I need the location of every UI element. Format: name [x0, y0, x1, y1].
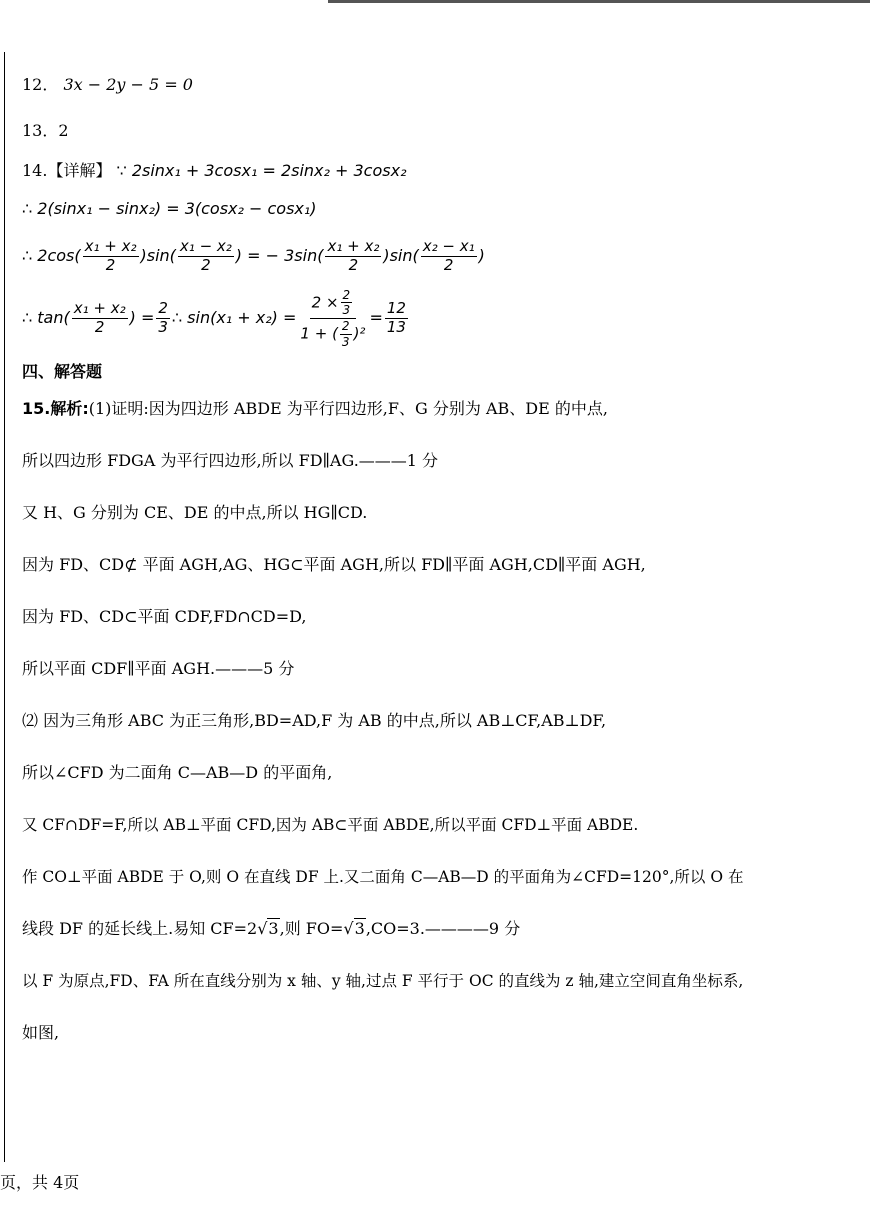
solution-line-1-text: (1)证明:因为四边形 ABDE 为平行四边形,F、G 分别为 AB、DE 的中点,: [88, 399, 608, 418]
answer-12-number: 12．: [22, 75, 59, 94]
eq3-part-e: ): [478, 246, 485, 265]
frac-num: x₂ − x₁: [422, 237, 475, 256]
solution-line-10: 作 CO⊥平面 ABDE 于 O,则 O 在直线 DF 上.又二面角 C—AB—D 的平面角为∠CFD=120°,所以 O 在: [22, 868, 744, 886]
frac-x1-minus-x2: [178, 239, 234, 274]
left-margin-rule: [4, 52, 5, 1162]
frac-num: x₁ + x₂: [73, 299, 126, 318]
eq4-part-d: =: [369, 308, 383, 327]
frac-num: 12: [386, 299, 406, 318]
frac-den: 13: [386, 318, 406, 336]
solution-line-2: 所以四边形 FDGA 为平行四边形,所以 FD∥AG.———1 分: [22, 451, 439, 470]
sqrt-3-a: √3: [257, 919, 279, 938]
eq3-part-d: )sin(: [383, 246, 419, 265]
eq4-part-c: ∴ sin(x₁ + x₂) =: [171, 308, 297, 327]
frac-den: 2: [348, 256, 359, 274]
sqrt-3-b: √3: [343, 919, 365, 938]
frac-x2-minus-x1: [421, 239, 477, 274]
eq3-part-a: ∴ 2cos(: [22, 246, 81, 265]
frac-big: [298, 289, 367, 348]
frac-num: x₁ + x₂: [327, 237, 380, 256]
sqrt-radicand: 3: [268, 919, 279, 938]
answer-14-line3: [22, 236, 485, 276]
frac-big-num: [310, 289, 357, 319]
solution-line-9: 又 CF∩DF=F,所以 AB⊥平面 CFD,因为 AB⊂平面 ABDE,所以平面 CFD⊥平面 ABDE.: [22, 816, 639, 834]
frac-close-square: )²: [353, 324, 366, 343]
frac-num: 2: [341, 319, 350, 333]
solution-line-11-a: 线段 DF 的延长线上.易知 CF=2: [22, 919, 258, 938]
frac-den: 3: [341, 334, 350, 349]
solution-line-7: ⑵ 因为三角形 ABC 为正三角形,BD=AD,F 为 AB 的中点,所以 AB⊥CF,AB⊥DF,: [22, 711, 607, 730]
solution-line-5: 因为 FD、CD⊂平面 CDF,FD∩CD=D,: [22, 607, 307, 626]
frac-big-den: [298, 319, 367, 348]
frac-den: 2: [105, 256, 116, 274]
frac-inner-num: [341, 289, 353, 317]
answer-14-eq1: ∵ 2sinx₁ + 3cosx₁ = 2sinx₂ + 3cosx₂: [116, 161, 407, 180]
solution-line-11: [22, 918, 520, 940]
solution-line-12: 以 F 为原点,FD、FA 所在直线分别为 x 轴、y 轴,过点 F 平行于 OC 的直线为 z 轴,建立空间直角坐标系,: [22, 972, 744, 990]
solution-line-4: 因为 FD、CD⊄ 平面 AGH,AG、HG⊂平面 AGH,所以 FD∥平面 AGH,CD∥平面 AGH,: [22, 555, 646, 574]
frac-inner-den: [340, 320, 352, 348]
frac-big-num-text: 2 ×: [311, 293, 339, 312]
frac-den: 2: [94, 318, 105, 336]
page-footer: 页，共 4页: [0, 1173, 80, 1192]
solution-line-6: 所以平面 CDF∥平面 AGH.———5 分: [22, 659, 295, 678]
eq3-part-c: ) = − 3sin(: [235, 246, 324, 265]
answer-13: 13．2: [22, 121, 69, 140]
frac-big-den-text: 1 + (: [300, 324, 338, 343]
answer-12-equation: 3x − 2y − 5 = 0: [63, 75, 193, 94]
answer-14-eq2: ∴ 2(sinx₁ − sinx₂) = 3(cosx₂ − cosx₁): [22, 199, 317, 218]
answer-12: [22, 74, 193, 96]
section-title: 四、解答题: [22, 362, 103, 381]
frac-num: 2: [342, 287, 351, 302]
solution-line-11-b: ,则 FO=: [279, 919, 344, 938]
answer-14-line2: [22, 198, 317, 220]
eq3-part-b: )sin(: [140, 246, 176, 265]
answer-14-line1: [22, 160, 406, 182]
answer-15-label: 15.解析:: [22, 399, 89, 418]
solution-line-1: [22, 398, 608, 420]
solution-line-8: 所以∠CFD 为二面角 C—AB—D 的平面角,: [22, 763, 333, 782]
answer-14-line4: [22, 286, 410, 350]
frac-x1-plus-x2: [83, 239, 139, 274]
eq4-part-b: ) =: [129, 308, 155, 327]
frac-tan-arg: [72, 301, 128, 336]
solution-line-13: 如图,: [22, 1023, 60, 1042]
frac-two-thirds: [156, 301, 170, 336]
sqrt-radicand: 3: [354, 919, 365, 938]
top-rule: [328, 0, 870, 3]
solution-line-11-c: ,CO=3.————9 分: [365, 919, 521, 938]
frac-num: x₁ + x₂: [84, 237, 137, 256]
frac-num: x₁ − x₂: [179, 237, 232, 256]
solution-line-3: 又 H、G 分别为 CE、DE 的中点,所以 HG∥CD.: [22, 503, 368, 522]
frac-den: 3: [158, 318, 168, 336]
frac-den: 2: [201, 256, 211, 274]
answer-14-label: 14.【详解】: [22, 161, 112, 180]
frac-x1-plus-x2-b: [325, 239, 381, 274]
frac-num: 2: [158, 299, 168, 318]
frac-den: 2: [443, 256, 454, 274]
frac-den: 3: [342, 303, 351, 318]
frac-twelve-thirteenths: [385, 301, 408, 336]
eq4-part-a: ∴ tan(: [22, 308, 70, 327]
